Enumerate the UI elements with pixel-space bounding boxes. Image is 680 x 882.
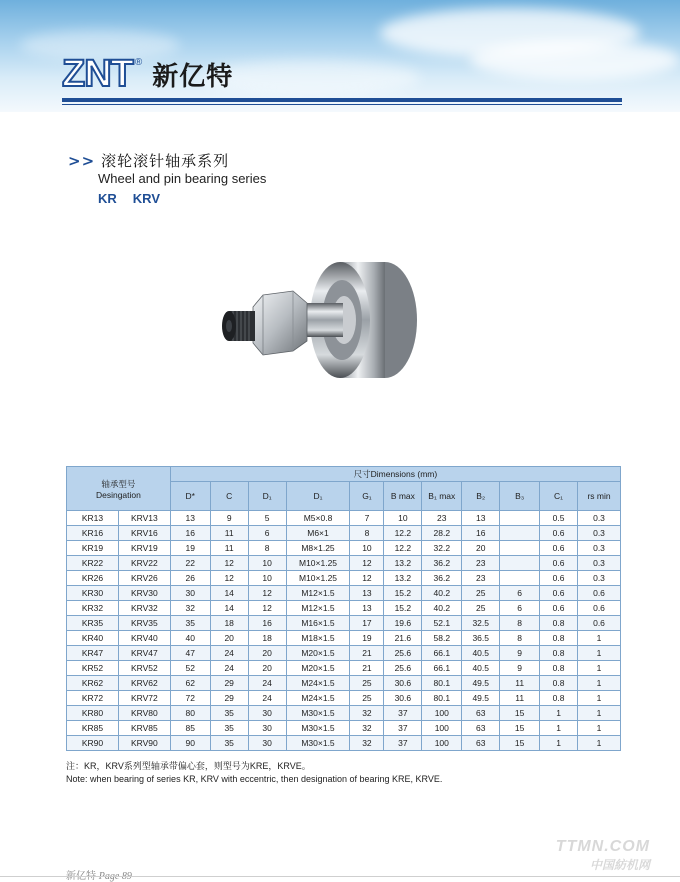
table-cell: 25 [350,676,384,691]
table-cell: 0.8 [540,616,578,631]
table-cell: 0.3 [578,511,621,526]
table-cell: 14 [210,586,248,601]
table-cell: 32 [350,706,384,721]
table-cell: KR85 [67,721,119,736]
watermark-line1: TTMN.COM [555,838,650,855]
table-cell: 0.8 [540,691,578,706]
table-cell: 24 [210,646,248,661]
dimensions-header: 尺寸Dimensions (mm) [170,467,620,482]
table-cell: 30.6 [384,691,422,706]
table-cell: M5×0.8 [286,511,350,526]
table-cell: 36.5 [462,631,500,646]
table-cell: 0.8 [540,646,578,661]
table-cell: 19.6 [384,616,422,631]
table-cell: 100 [422,706,462,721]
table-cell: 35 [210,721,248,736]
table-cell: 80 [170,706,210,721]
bearing-product-photo [215,255,430,395]
table-cell: 0.5 [540,511,578,526]
section-title-cn [68,150,229,171]
table-cell: 0.3 [578,526,621,541]
section-title-en: Wheel and pin bearing series [98,171,267,186]
table-cell: 32 [170,601,210,616]
table-cell: 0.6 [540,556,578,571]
table-cell: 5 [248,511,286,526]
table-cell: KRV80 [118,706,170,721]
table-cell: 15.2 [384,586,422,601]
table-cell: 0.6 [578,601,621,616]
table-cell: 1 [578,691,621,706]
table-cell: 13.2 [384,556,422,571]
model-label: KRV [132,191,160,206]
table-cell: KR16 [67,526,119,541]
designation-header [67,467,171,511]
table-cell: KR19 [67,541,119,556]
table-cell: 80.1 [422,676,462,691]
note-cn: 注：KR，KRV系列型轴承带偏心套，则型号为KRE，KRVE。 [66,761,311,771]
table-cell: 49.5 [462,691,500,706]
table-cell: 35 [210,706,248,721]
table-cell: 25 [462,586,500,601]
table-cell: M24×1.5 [286,676,350,691]
table-row [67,646,621,661]
table-cell: 12 [210,571,248,586]
table-cell: 0.3 [578,556,621,571]
table-cell: KR32 [67,601,119,616]
registered-mark: ® [134,56,143,68]
column-header: C₁ [540,482,578,511]
table-cell: 29 [210,691,248,706]
table-cell: 30.6 [384,676,422,691]
table-cell: M10×1.25 [286,556,350,571]
table-cell: 6 [500,586,540,601]
table-cell: KR47 [67,646,119,661]
table-cell: 35 [170,616,210,631]
table-cell: 15 [500,736,540,751]
table-cell: 15.2 [384,601,422,616]
column-header: C [210,482,248,511]
table-cell: 24 [210,661,248,676]
table-cell: 62 [170,676,210,691]
table-cell: 13.2 [384,571,422,586]
table-cell: KR62 [67,676,119,691]
brand-chinese-name: 新亿特 [152,61,234,92]
table-cell [500,571,540,586]
table-cell: 1 [578,721,621,736]
section-arrows-icon: >> [68,152,96,170]
table-cell: 10 [248,556,286,571]
table-cell: 7 [350,511,384,526]
table-cell: KRV22 [118,556,170,571]
table-cell: 40.2 [422,586,462,601]
table-cell: 25 [462,601,500,616]
table-cell: 13 [350,586,384,601]
table-cell: 37 [384,706,422,721]
table-cell: KR52 [67,661,119,676]
table-cell: 40.5 [462,661,500,676]
table-cell: 20 [210,631,248,646]
section-title-cn-text: 滚轮滚针轴承系列 [101,152,230,170]
column-header: D* [170,482,210,511]
table-cell: 25 [350,691,384,706]
table-cell: 40 [170,631,210,646]
table-row [67,526,621,541]
model-label: KR [98,191,117,206]
notes [66,760,442,786]
table-cell: 32 [350,721,384,736]
table-cell: 0.8 [540,676,578,691]
table-cell: KR35 [67,616,119,631]
table-cell: KR80 [67,706,119,721]
table-cell: 52 [170,661,210,676]
table-cell: 12 [248,586,286,601]
table-cell: KR40 [67,631,119,646]
table-cell: 9 [500,661,540,676]
table-cell: 72 [170,691,210,706]
table-cell: 19 [170,541,210,556]
table-cell: 21 [350,661,384,676]
table-row [67,556,621,571]
table-cell: 0.3 [578,571,621,586]
table-cell: 13 [350,601,384,616]
table-cell: 18 [210,616,248,631]
table-cell: 0.6 [540,526,578,541]
table-cell: 12.2 [384,526,422,541]
column-header: D₁ [286,482,350,511]
table-cell: M30×1.5 [286,706,350,721]
footer-rule [0,876,680,877]
table-cell: 12 [248,601,286,616]
table-cell: 11 [500,676,540,691]
watermark [556,838,650,873]
table-cell: 90 [170,736,210,751]
table-cell: 30 [248,721,286,736]
table-cell: KRV26 [118,571,170,586]
table-cell: 0.6 [540,571,578,586]
table-cell: KRV62 [118,676,170,691]
table-cell: 9 [210,511,248,526]
table-cell [500,556,540,571]
table-cell: 30 [170,586,210,601]
table-cell: M24×1.5 [286,691,350,706]
table-cell [500,526,540,541]
table-cell: 11 [500,691,540,706]
table-row [67,586,621,601]
table-cell: 0.3 [578,541,621,556]
table-cell: M8×1.25 [286,541,350,556]
table-cell: KRV16 [118,526,170,541]
table-cell: 21.6 [384,631,422,646]
table-cell: 52.1 [422,616,462,631]
table-cell: 19 [350,631,384,646]
table-cell: 22 [170,556,210,571]
table-cell: 1 [578,631,621,646]
table-cell: KRV13 [118,511,170,526]
table-cell: M10×1.25 [286,571,350,586]
table-cell: 26 [170,571,210,586]
column-header: D₁ [248,482,286,511]
table-cell: KRV35 [118,616,170,631]
table-cell: 8 [500,631,540,646]
table-row [67,601,621,616]
brand-logo [62,53,234,95]
table-cell: 66.1 [422,661,462,676]
table-cell: 0.6 [540,586,578,601]
watermark-line2: 中国紡机网 [589,858,650,872]
table-cell: 8 [350,526,384,541]
table-cell: 49.5 [462,676,500,691]
table-cell: 1 [540,721,578,736]
table-row [67,511,621,526]
table-cell: 28.2 [422,526,462,541]
table-cell: KRV52 [118,661,170,676]
table-cell: 12 [350,556,384,571]
table-cell: 12 [210,556,248,571]
table-cell [500,511,540,526]
table-cell: 0.6 [540,601,578,616]
table-cell: KR30 [67,586,119,601]
table-cell: 8 [500,616,540,631]
table-cell: KRV30 [118,586,170,601]
table-row [67,631,621,646]
table-cell: M12×1.5 [286,601,350,616]
table-cell: 10 [384,511,422,526]
table-cell: 23 [462,556,500,571]
table-cell: M20×1.5 [286,646,350,661]
table-cell: KRV19 [118,541,170,556]
table-cell: 36.2 [422,571,462,586]
table-cell: 16 [248,616,286,631]
table-cell: 15 [500,706,540,721]
table-row [67,661,621,676]
table-cell: KRV40 [118,631,170,646]
table-cell: 17 [350,616,384,631]
table-cell [500,541,540,556]
table-cell: KRV47 [118,646,170,661]
table-cell: 23 [462,571,500,586]
table-cell: KR22 [67,556,119,571]
table-cell: 16 [462,526,500,541]
table-cell: 63 [462,706,500,721]
table-cell: 25.6 [384,661,422,676]
column-header: B₃ [500,482,540,511]
model-series-labels [98,191,176,206]
table-row [67,571,621,586]
page-footer [66,867,132,882]
table-row [67,691,621,706]
table-cell: 100 [422,721,462,736]
table-cell: 32.2 [422,541,462,556]
column-header: G₁ [350,482,384,511]
table-cell: 23 [422,511,462,526]
table-cell: 18 [248,631,286,646]
table-cell: 6 [248,526,286,541]
table-row [67,736,621,751]
table-cell: 40.2 [422,601,462,616]
table-cell: KR26 [67,571,119,586]
table-cell: M6×1 [286,526,350,541]
table-cell: KR72 [67,691,119,706]
table-cell: M18×1.5 [286,631,350,646]
column-header: B₁ max [422,482,462,511]
table-cell: 24 [248,676,286,691]
table-cell: 0.8 [540,631,578,646]
table-cell: 37 [384,721,422,736]
table-cell: 32.5 [462,616,500,631]
table-cell: 1 [578,646,621,661]
table-cell: 80.1 [422,691,462,706]
designation-header-en: Desingation [95,489,141,500]
table-cell: 37 [384,736,422,751]
table-cell: 47 [170,646,210,661]
table-cell: 20 [248,646,286,661]
table-cell: KRV32 [118,601,170,616]
designation-header-cn: 轴承型号 [101,478,136,489]
table-cell: 1 [540,706,578,721]
header-rule-thin [62,104,622,105]
table-cell: KR90 [67,736,119,751]
table-cell: M12×1.5 [286,586,350,601]
table-cell: 40.5 [462,646,500,661]
table-cell: 63 [462,736,500,751]
column-header: B₂ [462,482,500,511]
table-cell: M30×1.5 [286,721,350,736]
table-cell: 30 [248,706,286,721]
table-cell: 25.6 [384,646,422,661]
table-cell: KRV72 [118,691,170,706]
table-cell: 20 [462,541,500,556]
table-cell: 16 [170,526,210,541]
table-cell: 0.6 [578,616,621,631]
table-cell: 1 [578,706,621,721]
brand-latin: ZNT [62,53,133,95]
table-cell: 13 [170,511,210,526]
table-cell: 1 [578,736,621,751]
table-cell: 12.2 [384,541,422,556]
table-cell: 24 [248,691,286,706]
table-cell: 13 [462,511,500,526]
table-cell: 0.8 [540,661,578,676]
table-cell: KRV90 [118,736,170,751]
table-cell: 100 [422,736,462,751]
table-cell: 36.2 [422,556,462,571]
table-row [67,706,621,721]
column-header: B max [384,482,422,511]
table-cell: 20 [248,661,286,676]
table-cell: 8 [248,541,286,556]
table-cell: M30×1.5 [286,736,350,751]
table-cell: 10 [248,571,286,586]
table-cell: 1 [540,736,578,751]
table-cell: KRV85 [118,721,170,736]
table-row [67,616,621,631]
table-cell: 14 [210,601,248,616]
table-cell: 32 [350,736,384,751]
specification-table [66,466,621,751]
table-row [67,541,621,556]
table-cell: 85 [170,721,210,736]
table-cell: 29 [210,676,248,691]
table-cell: 66.1 [422,646,462,661]
table-row [67,676,621,691]
table-cell: 30 [248,736,286,751]
table-cell: KR13 [67,511,119,526]
header-rule-thick [62,98,622,102]
table-cell: 10 [350,541,384,556]
note-en: Note: when bearing of series KR, KRV with eccentric, then designation of bearing KRE, KRVE. [66,774,443,784]
table-cell: 1 [578,676,621,691]
table-cell: 58.2 [422,631,462,646]
table-cell: 9 [500,646,540,661]
table-cell: 1 [578,661,621,676]
table-cell: 15 [500,721,540,736]
table-cell: 0.6 [540,541,578,556]
column-header: rs min [578,482,621,511]
table-cell: 11 [210,526,248,541]
table-cell: 63 [462,721,500,736]
table-cell: 0.6 [578,586,621,601]
table-cell: 6 [500,601,540,616]
table-cell: M16×1.5 [286,616,350,631]
table-row [67,721,621,736]
table-cell: M20×1.5 [286,661,350,676]
table-cell: 11 [210,541,248,556]
table-cell: 35 [210,736,248,751]
table-cell: 12 [350,571,384,586]
table-cell: 21 [350,646,384,661]
